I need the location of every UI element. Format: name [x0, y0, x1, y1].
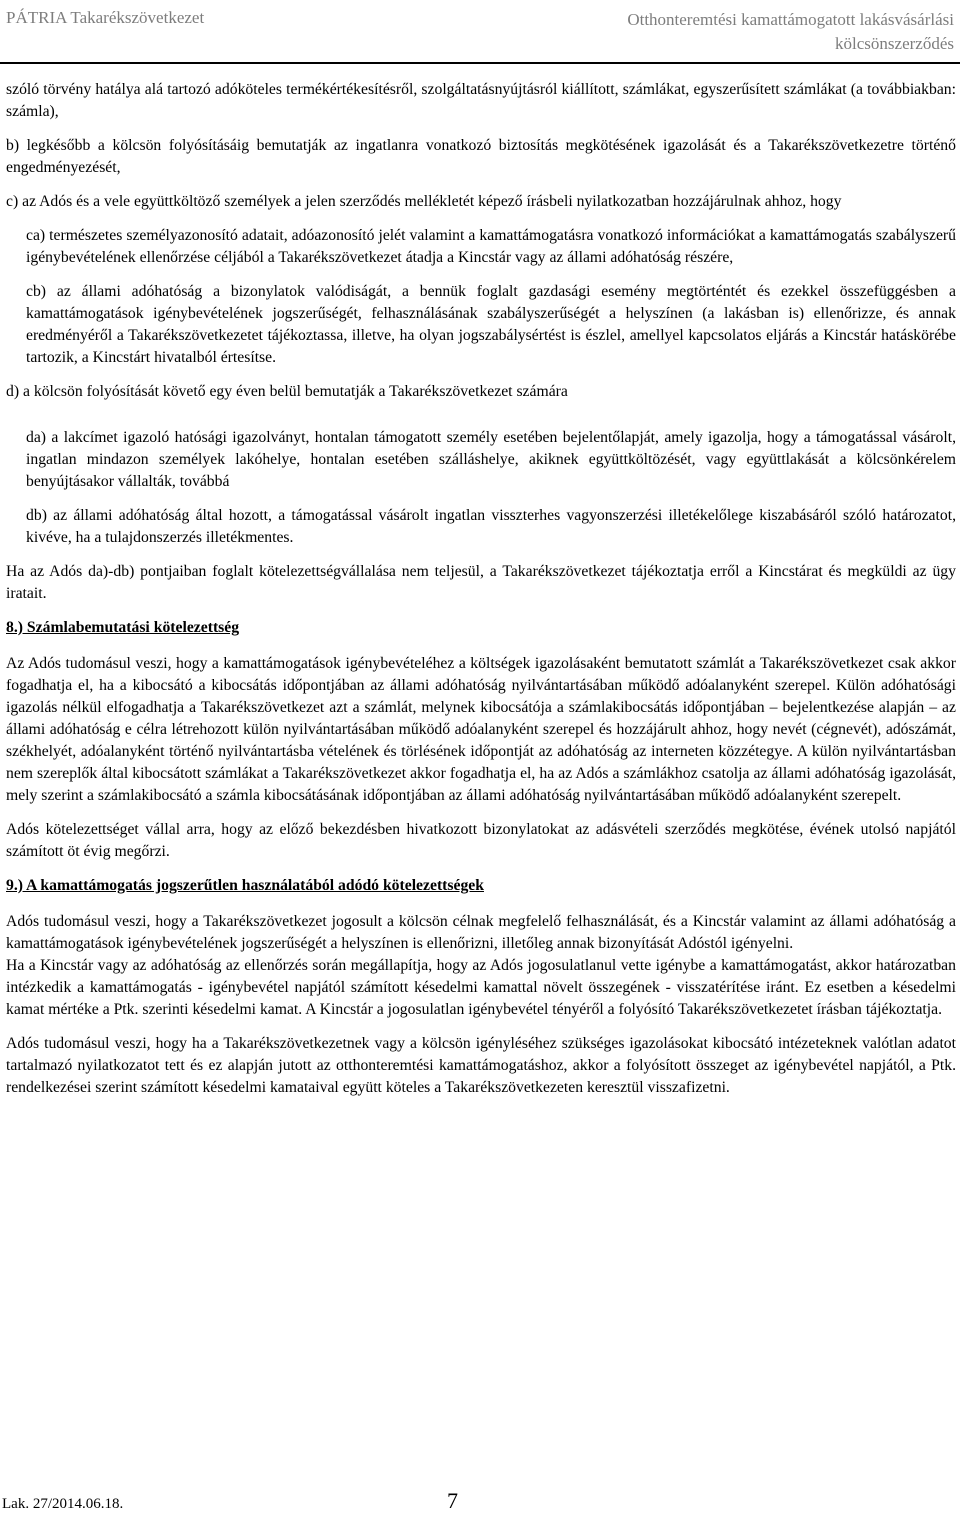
paragraph: Ha a Kincstár vagy az adóhatóság az ellenőrzés során megállapítja, hogy az Adós jogosulatlanul vette igénybe a kamattámogatást, akkor határozatban intézkedik a kamattámogatás - igénybevétel napjától számított késedelmi kamattal növelt összegének - visszatérítése iránt. Ez esetben a késedelmi kamat mértéke a Ptk. szerinti késedelmi kamat. A Kincstár a jogosulatlan igénybevétel tényéről a folyósító Takarékszövetkezetet írásban tájékoztatja. [6, 957, 956, 1018]
paragraph-indented: ca) természetes személyazonosító adatait, adóazonosító jelét valamint a kamattámogatásra vonatkozó információkat a kamattámogatás szabályszerű igénybevételének ellenőrzése céljából a Takarékszövetkezet átadja a Kincstár vagy az állami adóhatóság részére, [26, 227, 956, 266]
paragraph: Az Adós tudomásul veszi, hogy a kamattámogatások igénybevételéhez a költségek igazolásaként bemutatott számlát a Takarékszövetkezet csak akkor fogadhatja el, ha a kibocsátó a kibocsátás időpontjában az állami adóhatóság nyilvántartásában működő adóalanyként szerepel. Külön adóhatósági igazolás nélkül elfogadhatja a Takarékszövetkezet azt a számlát, melynek kibocsátója a számlakibocsátás időpontjában – bejelentkezése alapján – az állami adóhatóság e célra létrehozott külön nyilvántartásában működő adóalanyként szerepel és hozzájárult ahhoz, hogy nevét (cégnevét), adószámát, székhelyét, adóalanyként történő nyilvántartásba vételének és törlésének időpontját az adóhatóság az interneten közzétegye. A külön nyilvántartásban nem szereplők által kibocsátott számlákat a Takarékszövetkezet akkor fogadhatja el, ha az Adós a számlákhoz csatolja az állami adóhatóság igazolását, mely szerint a számlakibocsátó a számla kibocsátásának időpontjában az állami adóhatóság nyilvántartásában működő adóalanyként szerepelt. [6, 655, 956, 804]
page-number: 7 [447, 1488, 458, 1513]
header-divider [0, 62, 960, 64]
paragraph: Adós tudomásul veszi, hogy a Takarékszövetkezet jogosult a kölcsön célnak megfelelő felhasználását, és a Kincstár valamint az állami adóhatóság a kamattámogatások igénybevételének jogszerűségét a helyszínen is ellenőrizni, illetőleg annak bizonyítását Adóstól igényelni. [6, 913, 956, 952]
paragraph: Adós tudomásul veszi, hogy ha a Takarékszövetkezetnek vagy a kölcsön igényléséhez szükséges igazolásokat kibocsátó intézeteknek valótlan adatot tartalmazó nyilatkozatot tett és ez alapján jutott az otthonteremtési kamattámogatáshoz, akkor a folyósított összeget az igénybevétel napjától, a Ptk. rendelkezései szerint számított késedelmi kamataival együtt köteles a Takarékszövetkezeten keresztül visszafizetni. [6, 1035, 956, 1096]
paragraph: b) legkésőbb a kölcsön folyósításáig bemutatják az ingatlanra vonatkozó biztosítás megkötésének igazolását és a Takarékszövetkezetre történő engedményezését, [6, 137, 956, 176]
paragraph: d) a kölcsön folyósítását követő egy éven belül bemutatják a Takarékszövetkezet számára [6, 383, 568, 400]
header-institution: PÁTRIA Takarékszövetkezet [6, 8, 205, 27]
paragraph: Adós kötelezettséget vállal arra, hogy az előző bekezdésben hivatkozott bizonylatokat az adásvételi szerződés megkötése, évének utolsó napjától számított öt évig megőrzi. [6, 821, 956, 860]
paragraph: Ha az Adós da)-db) pontjaiban foglalt kötelezettségvállalása nem teljesül, a Takarékszövetkezet tájékoztatja erről a Kincstárat és megküldi az ügy iratait. [6, 563, 956, 602]
paragraph-indented: da) a lakcímet igazoló hatósági igazolványt, hontalan támogatott személy esetében bejelentőlapját, amely igazolja, hogy a támogatással vásárolt, ingatlan mindazon személyek lakóhelye, hontalan esetében szálláshelye, akiknek együttköltözését, vagy együttlakását a kölcsönkérelem benyújtásakor vállalták, továbbá [26, 429, 956, 490]
header-document-title: Otthonteremtési kamattámogatott lakásvásárlási kölcsönszerződés [627, 10, 954, 53]
section-heading: 8.) Számlabemutatási kötelezettség [6, 619, 240, 636]
paragraph-indented: db) az állami adóhatóság által hozott, a támogatással vásárolt ingatlan visszterhes vagyonszerzési illetékelőlege kiszabásáról szóló határozatot, kivéve, ha a tulajdonszerzés illetékmentes. [26, 507, 956, 546]
paragraph: c) az Adós és a vele együttköltöző személyek a jelen szerződés mellékletét képező írásbeli nyilatkozatban hozzájárulnak ahhoz, hogy [6, 193, 842, 210]
document-body [6, 79, 956, 1111]
section-heading: 9.) A kamattámogatás jogszerűtlen használatából adódó kötelezettségek [6, 877, 484, 894]
paragraph: szóló törvény hatálya alá tartozó adóköteles termékértékesítésről, szolgáltatásnyújtásról kiállított, számlákat, egyszerűsített számlákat (a továbbiakban: számla), [6, 81, 956, 120]
footer-reference: Lak. 27/2014.06.18. [2, 1496, 124, 1512]
paragraph-indented: cb) az állami adóhatóság a bizonylatok valódiságát, a bennük foglalt gazdasági esemény megtörténtét és ezekkel összefüggésben a kamattámogatások igénybevételének jogszerűségét, felhasználásának szabályszerűségét a helyszínen (a lakásban is) ellenőrizze, és annak eredményéről a Takarékszövetkezetet tájékoztassa, illetve, ha olyan jogszabálysértést is észlel, amellyel kapcsolatos eljárás a Kincstár hatáskörébe tartozik, a Kincstárt hivatalból értesítse. [26, 283, 956, 366]
